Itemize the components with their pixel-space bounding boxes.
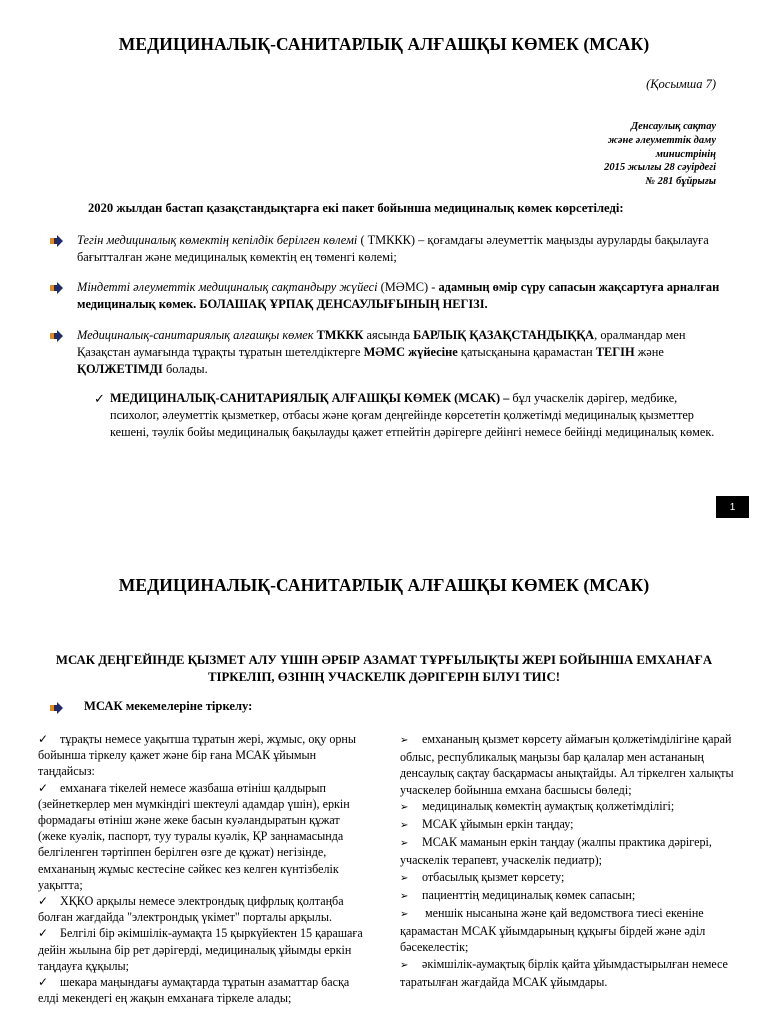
right-column-list	[400, 731, 740, 990]
list-item	[38, 731, 370, 780]
lead-paragraph: 2020 жылдан бастап қазақстандықтарға екі пакет бойынша медициналық көмек көрсетіледі:	[88, 201, 624, 215]
list-item-text: тұрақты немесе уақытша тұратын жері, жұмыс, оқу орны бойынша тіркелу қажет және бір ғана МСАК ұйымын таңдайсыз:	[38, 732, 357, 779]
list-item-text: шекара маңындағы аумақтарда тұратын азаматтар басқа елді мекендегі ең жақын емханаға тіркеле алады;	[38, 975, 350, 1006]
list-item-text: Белгілі бір әкімшілік-аумақта 15 қыркүйектен 15 қарашаға дейін жылына бір рет дәрігерді, медициналық ұйымды еркін таңдауға құқылы;	[38, 926, 363, 973]
bullet-item	[50, 279, 730, 313]
arrow-icon	[50, 701, 64, 713]
text-run: бұл учаскелік дәрігер, медбике, психолог, әлеуметтік қызметкер, отбасы және қоғам деңгейінде көрсететін қолжетімді медициналық қызметтер кешені, тәулік бойы медициналық бақылауды қажет етпейтін дәрігерге дейінгі немесе бейінді медициналық көмек.	[110, 391, 715, 440]
list-item	[38, 925, 370, 974]
definition-text	[110, 390, 726, 442]
check-icon: ✓	[38, 732, 49, 746]
check-icon: ✓	[94, 391, 105, 406]
list-item-text: әкімшілік-аумақтық бірлік қайта ұйымдастырылған немесе таратылған жағдайда МСАК ұйымдары.	[400, 956, 728, 989]
arrowhead-icon: ➢	[400, 959, 409, 971]
registration-notice: МСАК ДЕҢГЕЙІНДЕ ҚЫЗМЕТ АЛУ ҮШІН ӘРБІР АЗАМАТ ТҰРҒЫЛЫҚТЫ ЖЕРІ БОЙЫНША ЕМХАНАҒА ТІРКЕЛІП, ӨЗІНІҢ УЧАСКЕЛІК ДӘРІГЕРІН БІЛУІ ТИІС!	[55, 653, 713, 684]
annex-label: (Қосымша 7)	[646, 77, 716, 91]
text-run: Медициналық-санитариялық алғашқы көмек	[77, 328, 314, 342]
slide-2-title: МЕДИЦИНАЛЫҚ-САНИТАРЛЫҚ АЛҒАШҚЫ КӨМЕК (МСАК)	[118, 575, 650, 595]
arrowhead-icon: ➢	[400, 872, 409, 884]
bullet-item	[50, 232, 730, 266]
text-run: , оралмандар мен Қазақстан аумағында тұрақты тұратын шетелдіктерге	[77, 328, 686, 359]
list-item	[400, 956, 740, 990]
arrowhead-icon: ➢	[400, 735, 409, 746]
arrow-icon	[50, 281, 64, 293]
list-item-text: МСАК маманын еркін таңдау (жалпы практика дәрігері, учаскелік терапевт, учаскелік педиатр);	[400, 835, 712, 868]
ministry-line: № 281 бұйрығы	[645, 176, 716, 188]
slide-2	[0, 528, 768, 1024]
text-run: БАРЛЫҚ ҚАЗАҚСТАНДЫҚҚА	[413, 328, 595, 342]
text-run: ТЕГІН	[595, 345, 635, 359]
arrowhead-icon: ➢	[400, 838, 409, 850]
ministry-order-block	[536, 120, 716, 189]
text-run: және	[634, 345, 664, 359]
list-item	[38, 780, 370, 893]
bullet-text	[77, 327, 727, 378]
text-run: Міндетті әлеуметтік медициналық сақтандыру жүйесі	[77, 280, 378, 294]
arrowhead-icon: ➢	[400, 890, 409, 902]
list-item-text: меншік нысанына және қай ведомствоға тиесі екеніне қарамастан МСАК ұйымдарының құқығы бірдей және әділ бәсекелестік;	[400, 906, 706, 955]
bullet-text	[77, 232, 727, 266]
list-item	[400, 905, 740, 956]
list-item-text: пациенттің медициналық көмек сапасын;	[422, 887, 636, 902]
list-item	[400, 887, 740, 905]
text-run: қатысқанына қарамастан	[457, 345, 596, 359]
ministry-line: 2015 жылғы 28 сәуірдегі	[604, 162, 716, 174]
list-item-text: емхананың қызмет көрсету аймағын қолжетімділігіне қарай облыс, республикалық маңызы бар қалалар мен астананың денсаулық сақтау басқармасы анықтайды. Ал тіркелген халықты учаскелер бойынша емхана басшысы бөледі;	[400, 732, 734, 797]
text-run: МӘМС жүйесіне	[363, 345, 458, 359]
list-item	[38, 893, 370, 925]
arrowhead-icon: ➢	[400, 820, 409, 832]
slide-1-title: МЕДИЦИНАЛЫҚ-САНИТАРЛЫҚ АЛҒАШҚЫ КӨМЕК (МСАК)	[118, 34, 650, 54]
text-run: ТМККК	[316, 328, 364, 342]
text-run: Тегін медициналық көмектің кепілдік берілген көлемі	[77, 233, 358, 247]
list-item	[38, 974, 370, 1006]
text-run: ҚОЛЖЕТІМДІ	[77, 362, 163, 376]
definition-item	[94, 390, 734, 442]
page-number-badge: 1	[716, 496, 749, 518]
ministry-line: Денсаулық сақтау	[630, 121, 716, 132]
check-icon: ✓	[38, 926, 49, 941]
arrowhead-icon: ➢	[400, 801, 409, 813]
text-run: МЕДИЦИНАЛЫҚ-САНИТАРИЯЛЫҚ АЛҒАШҚЫ КӨМЕК (МСАК) –	[110, 391, 510, 405]
registration-label: МСАК мекемелеріне тіркелу:	[84, 699, 253, 713]
text-run: болады.	[162, 362, 208, 376]
registration-heading	[50, 699, 252, 714]
bullet-item	[50, 327, 730, 378]
list-item-text: емханаға тікелей немесе жазбаша өтініш қалдырып (зейнеткерлер мен мүмкіндігі шектеулі адамдар үшін), еркін формадағы өтініш және жеке басын куәландыратын құжат (жеке куәлік, паспорт, туу туралы куәлік, ҚР заңнамасында белгіленген тәртіппен берілген өзге де құжат) негізінде, емхананың жұмыс кестесіне сәйкес кез келген күнтізбелік уақытта;	[38, 780, 350, 892]
arrow-icon	[50, 329, 64, 341]
left-column-list	[38, 731, 370, 1006]
list-item-text: отбасылық қызмет көрсету;	[422, 869, 565, 884]
bullet-text	[77, 279, 727, 313]
check-icon: ✓	[38, 975, 49, 990]
list-item	[400, 816, 740, 834]
list-item	[400, 834, 740, 868]
text-run: ( ТМККК) – қоғамдағы әлеуметтік маңызды ауруларды бақылауға бағытталған және медициналық көмектің ең төменгі көлемі;	[77, 233, 709, 264]
list-item-text: МСАК ұйымын еркін таңдау;	[422, 817, 574, 832]
list-item-text: ХҚКО арқылы немесе электрондық цифрлық қолтаңба болған жағдайда "электрондық үкімет" порталы арқылы.	[38, 894, 344, 925]
arrowhead-icon: ➢	[400, 909, 409, 921]
ministry-line: министрінің	[655, 148, 716, 160]
list-item-text: медициналық көмектің аумақтық қолжетімділігі;	[422, 798, 675, 813]
text-run: аясында	[363, 328, 414, 342]
list-item	[400, 869, 740, 887]
list-item	[400, 798, 740, 816]
check-icon: ✓	[38, 894, 49, 909]
text-run: (МӘМС) -	[377, 280, 439, 294]
list-item	[400, 731, 740, 798]
arrow-icon	[50, 234, 64, 246]
ministry-line: және әлеуметтік даму	[607, 134, 716, 146]
text-run: адамның өмір сүру сапасын жақсартуға арналған медициналық көмек. БОЛАШАҚ ҰРПАҚ ДЕНСАУЛЫҒЫНЫҢ НЕГІЗІ.	[77, 280, 720, 311]
check-icon: ✓	[38, 780, 49, 795]
